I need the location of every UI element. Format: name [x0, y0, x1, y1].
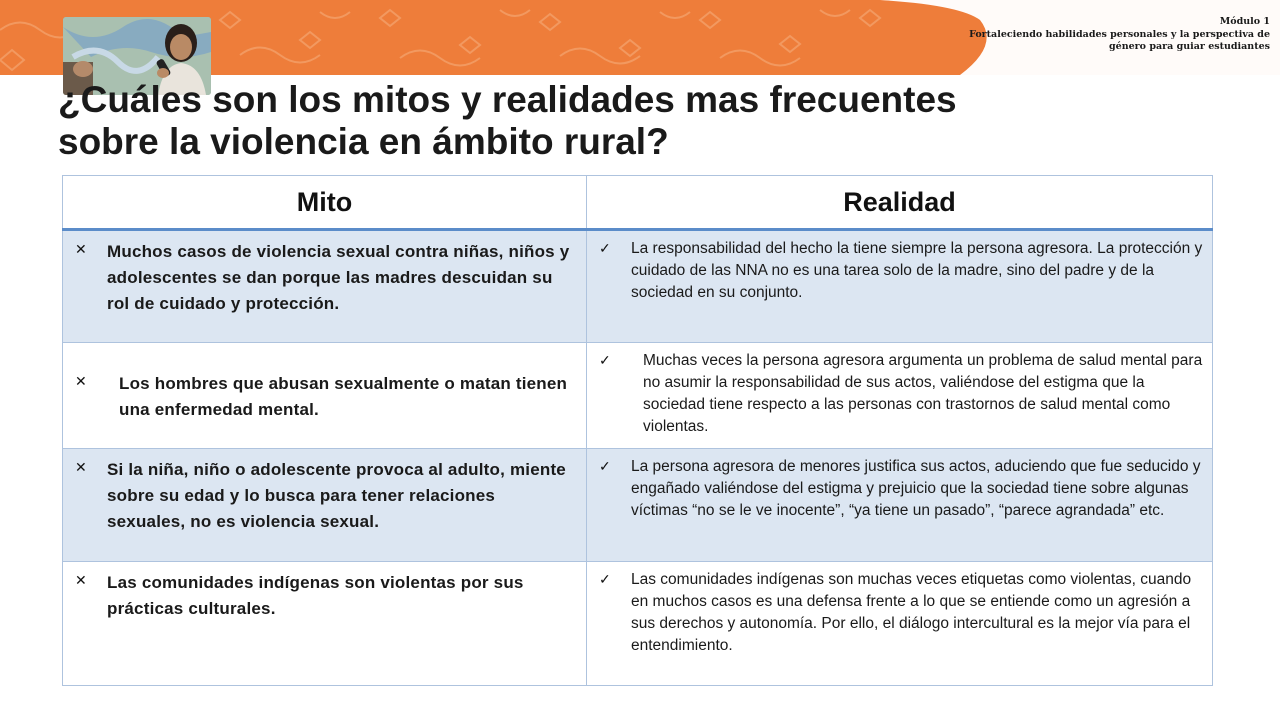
realidad-text: La responsabilidad del hecho la tiene siempre la persona agresora. La protección y cuidado de las NNA no es una tarea solo de la madre, sino del padre y de la sociedad en su conjunto.: [631, 240, 1203, 301]
table-header-row: [63, 176, 1213, 230]
realidad-text: La persona agresora de menores justifica sus actos, aduciendo que fue seducido y engañado valiéndose del estigma y prejuicio que la sociedad tiene sobre algunas víctimas “no se le ve inocente”, “ya tiene un pasado”, “parece agrandada” etc.: [631, 458, 1201, 519]
header-mito: Mito: [63, 176, 587, 230]
checkmark-icon: ✓: [599, 240, 611, 256]
module-label: [969, 16, 1270, 54]
mito-cell: [63, 343, 587, 449]
module-subtitle-line1: Fortaleciendo habilidades personales y la perspectiva de: [969, 28, 1270, 40]
table-row: [63, 343, 1213, 449]
mito-text: Las comunidades indígenas son violentas por sus prácticas culturales.: [107, 573, 524, 618]
mito-text: Los hombres que abusan sexualmente o matan tienen una enfermedad mental.: [119, 373, 568, 419]
realidad-cell: [587, 230, 1213, 343]
mito-cell: [63, 449, 587, 562]
mito-cell: [63, 562, 587, 686]
realidad-cell: [587, 449, 1213, 562]
cross-icon: ✕: [75, 572, 87, 588]
module-subtitle-line2: género para guiar estudiantes: [1109, 41, 1270, 52]
mito-text: Si la niña, niño o adolescente provoca al adulto, miente sobre su edad y lo busca para tener relaciones sexuales, no es violencia sexual.: [107, 460, 566, 531]
slide-title-line2: sobre la violencia en ámbito rural?: [58, 121, 669, 162]
slide-title: [58, 79, 1208, 163]
realidad-text: Muchas veces la persona agresora argumenta un problema de salud mental para no asumir la responsabilidad de sus actos, valiéndose del estigma que la sociedad tiene respecto a las personas con trastornos de salud mental como violentas.: [643, 352, 1203, 435]
myths-realities-table: [62, 175, 1213, 686]
table-row: [63, 230, 1213, 343]
module-title: Módulo 1: [1219, 16, 1270, 27]
cross-icon: ✕: [75, 372, 87, 389]
table-row: [63, 562, 1213, 686]
mito-cell: [63, 230, 587, 343]
checkmark-icon: ✓: [599, 458, 611, 474]
realidad-cell: [587, 562, 1213, 686]
cross-icon: ✕: [75, 459, 87, 475]
table-row: [63, 449, 1213, 562]
realidad-text: Las comunidades indígenas son muchas veces etiquetas como violentas, cuando en muchos casos es una defensa frente a lo que se entiende como un agresión a sus derechos y autonomía. Por ello, el diálogo intercultural es la mejor vía para el entendimiento.: [631, 571, 1192, 654]
checkmark-icon: ✓: [599, 571, 611, 587]
cross-icon: ✕: [75, 241, 87, 257]
checkmark-icon: ✓: [599, 352, 611, 368]
realidad-cell: [587, 343, 1213, 449]
header-realidad: Realidad: [587, 176, 1213, 230]
mito-text: Muchos casos de violencia sexual contra niñas, niños y adolescentes se dan porque las madres descuidan su rol de cuidado y protección.: [107, 242, 570, 313]
slide-title-line1: ¿Cuáles son los mitos y realidades mas frecuentes: [58, 79, 957, 120]
